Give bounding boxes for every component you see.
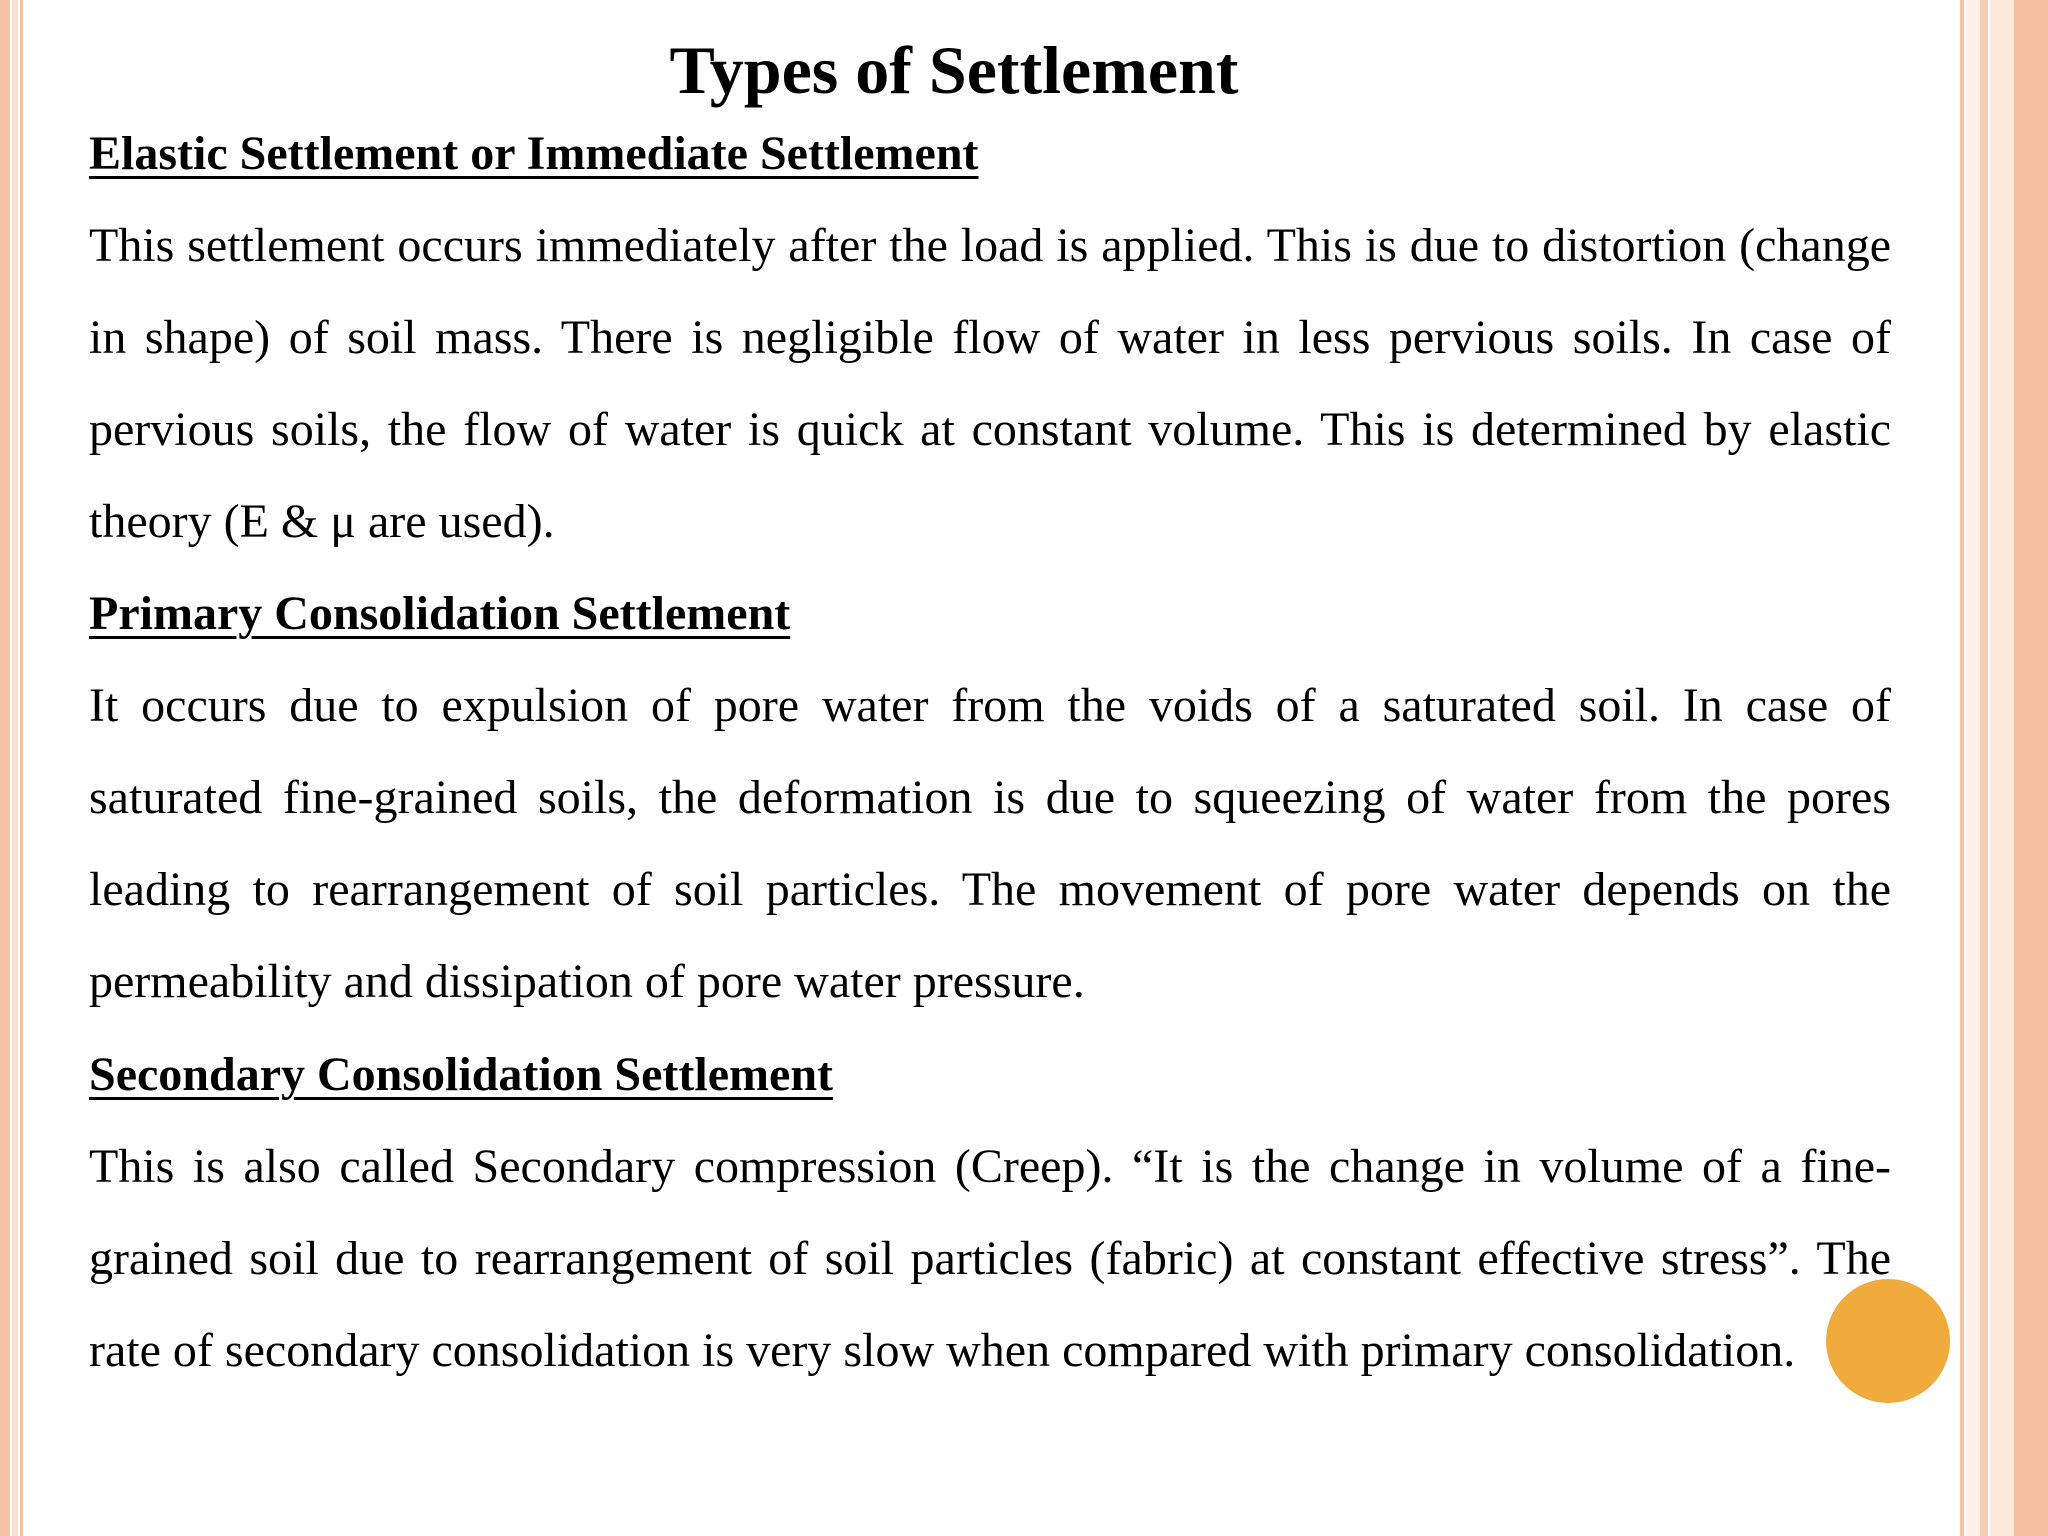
right-border-stripe <box>1960 0 1964 1536</box>
section-secondary-consolidation <box>89 1045 1891 1397</box>
right-border-stripe <box>1966 0 1980 1536</box>
slide-title: Types of Settlement <box>669 32 1239 108</box>
right-border-stripe <box>2014 0 2048 1536</box>
section-body: This is also called Secondary compression (Creep). “It is the change in volume of a fine-grained soil due to rearrangement of soil particles (fabric) at constant effective stress”. The rate of secondary consolidation is very slow when compared with primary consolidation. <box>89 1140 1891 1377</box>
section-body: It occurs due to expulsion of pore water from the voids of a saturated soil. In case of saturated fine-grained soils, the deformation is due to squeezing of water from the pores leading to rearrangement of soil particles. The movement of pore water depends on the permeability and dissipation of pore water pressure. <box>89 679 1891 1008</box>
right-border-stripe <box>1990 0 2014 1536</box>
section-heading: Primary Consolidation Settlement <box>89 587 791 640</box>
left-border-stripe <box>20 0 23 1536</box>
left-border-stripe <box>0 0 10 1536</box>
section-heading: Elastic Settlement or Immediate Settlement <box>89 127 979 180</box>
section-elastic-settlement <box>89 124 1891 568</box>
section-primary-consolidation <box>89 584 1891 1028</box>
right-border-stripe <box>1980 0 1988 1536</box>
section-body: This settlement occurs immediately after the load is applied. This is due to distortion (change in shape) of soil mass. There is negligible flow of water in less pervious soils. In case of pervious soils, the flow of water is quick at constant volume. This is determined by elastic theory (E & μ are used). <box>89 219 1891 548</box>
pointer-highlight <box>1826 1279 1950 1403</box>
section-heading: Secondary Consolidation Settlement <box>89 1048 833 1101</box>
left-border-stripe <box>12 0 18 1536</box>
